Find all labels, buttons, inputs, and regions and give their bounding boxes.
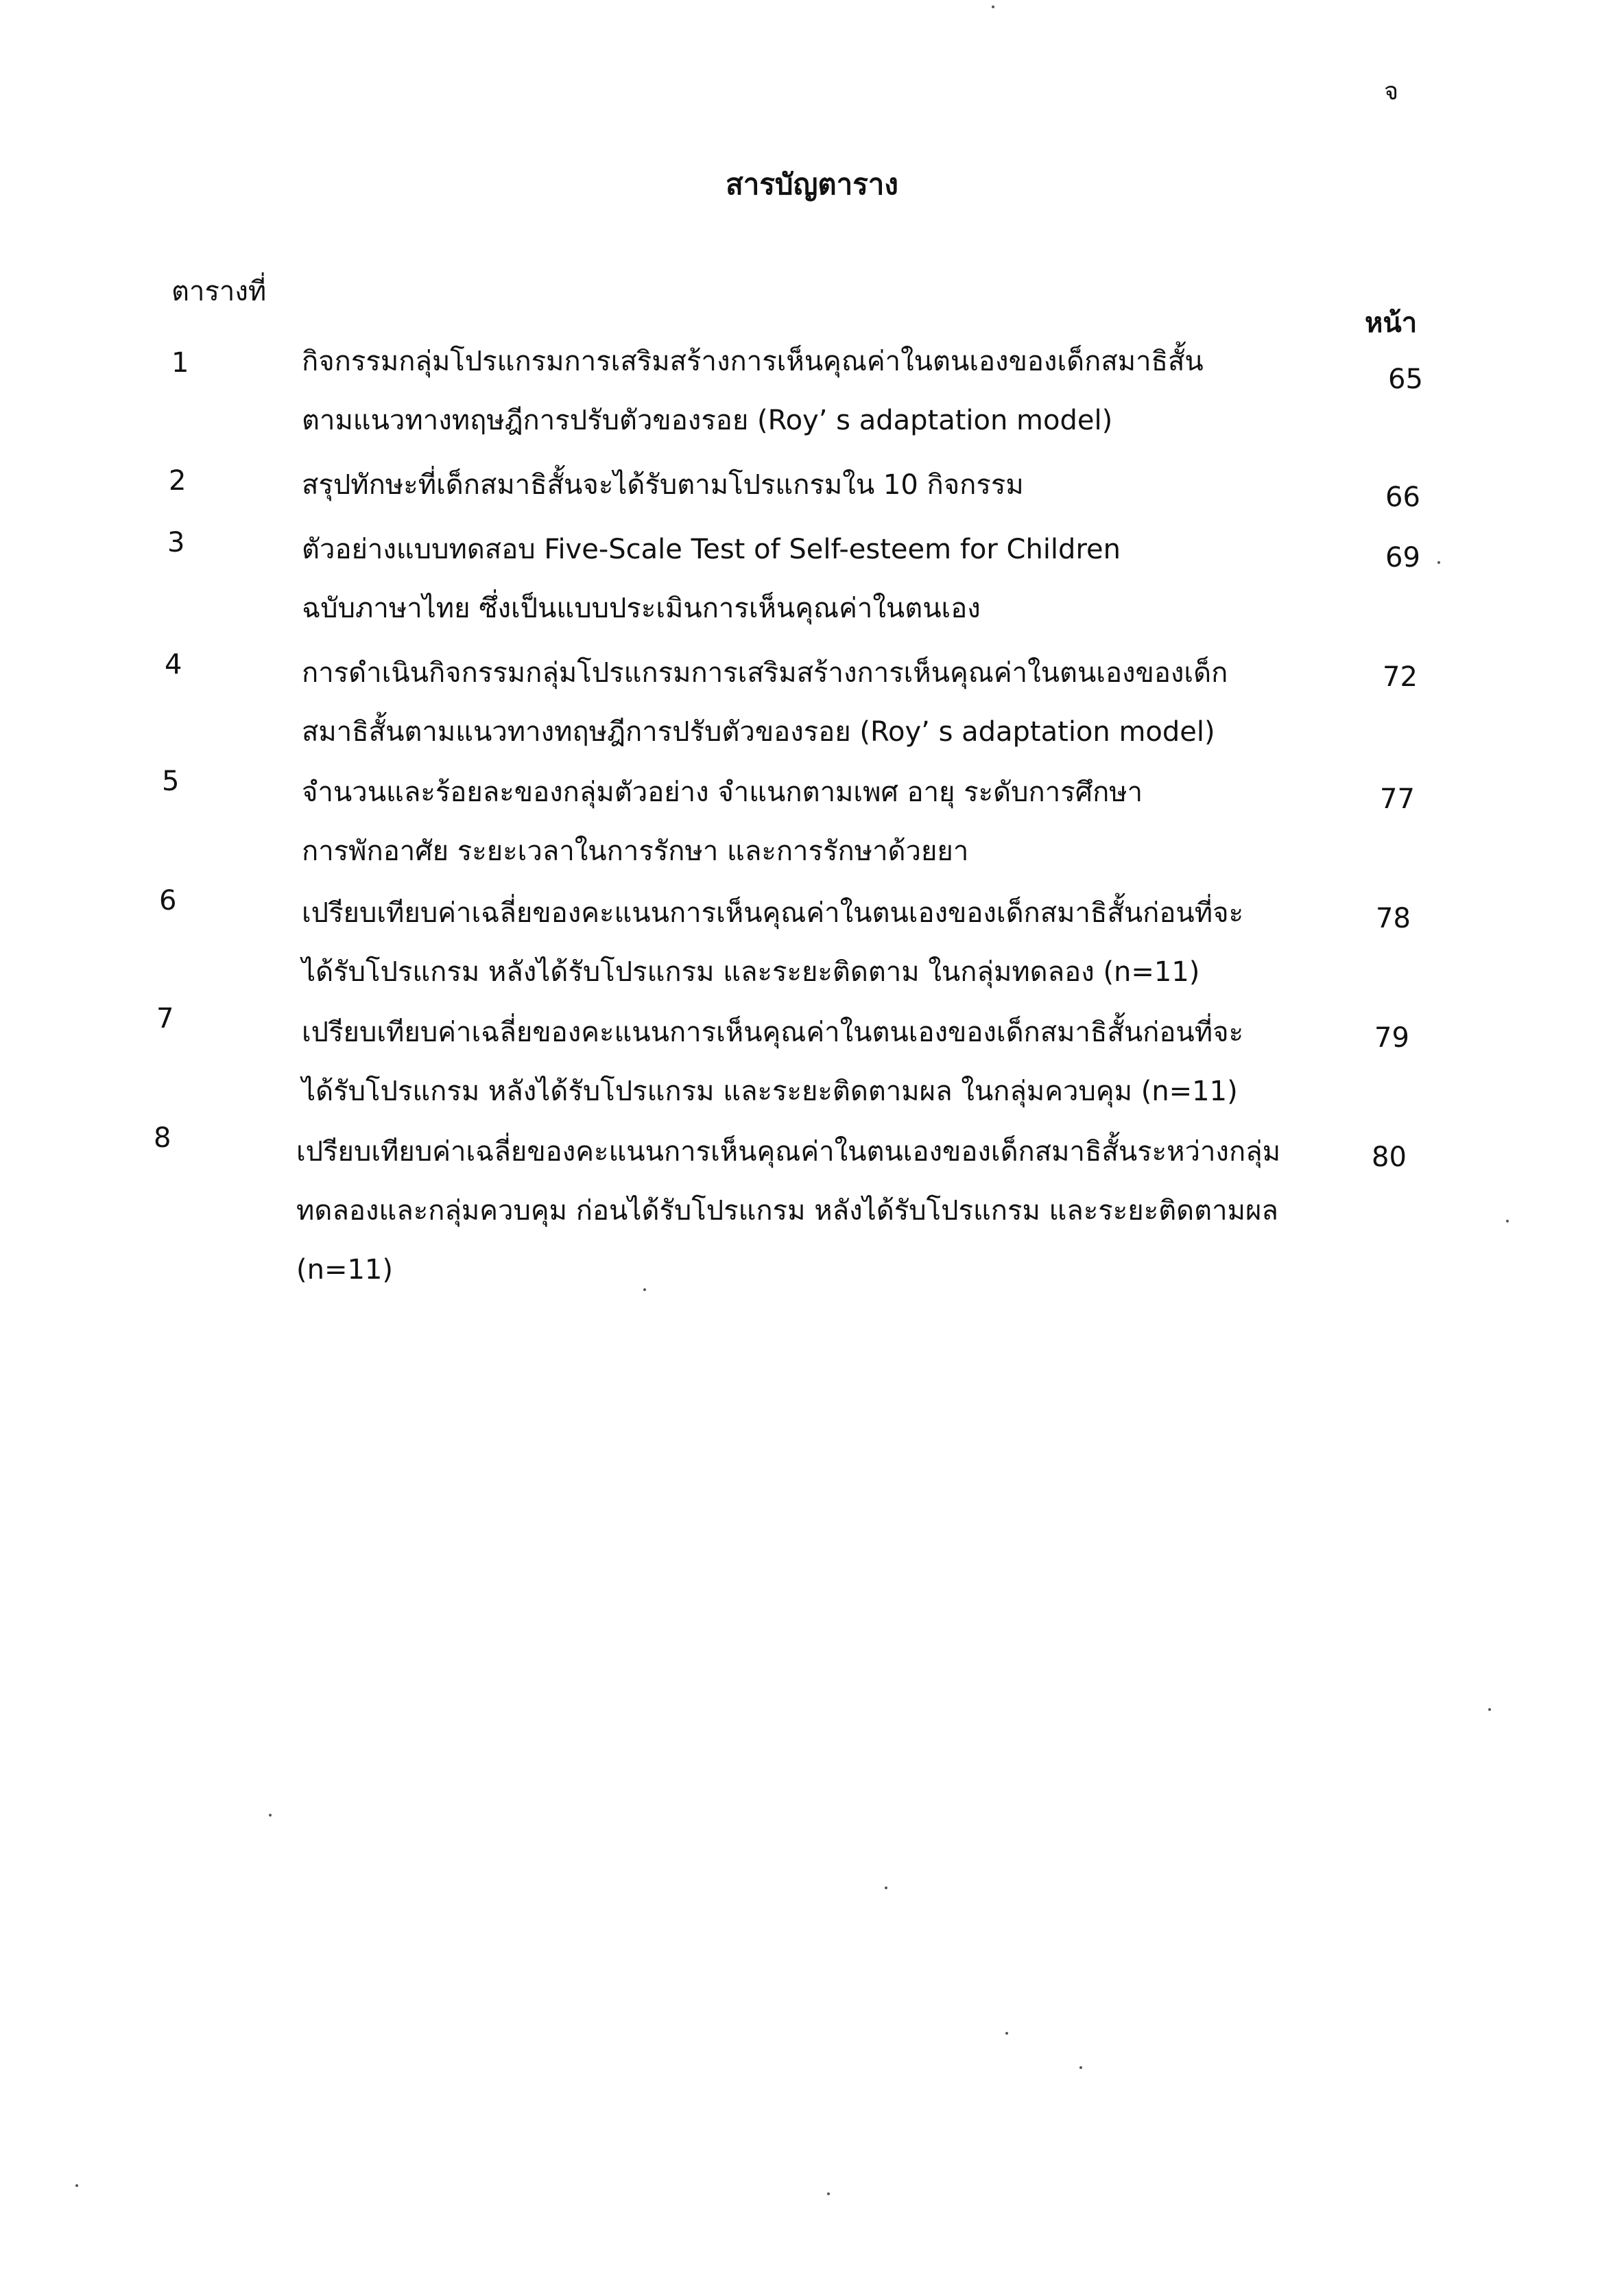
scan-speck <box>1506 1220 1509 1222</box>
entry-caption <box>302 763 1330 881</box>
scan-speck <box>75 2184 78 2187</box>
caption-line: ทดลองและกลุ่มควบคุม ก่อนได้รับโปรแกรม หลังได้รับโปรแกรม และระยะติดตามผล <box>296 1195 1278 1227</box>
entry-caption <box>302 884 1330 1002</box>
entry-caption <box>296 1122 1325 1299</box>
page-number: 80 <box>1372 1142 1407 1173</box>
entry-caption <box>302 332 1330 450</box>
page-title: สารบัญตาราง <box>726 167 898 201</box>
table-number: 5 <box>162 766 180 797</box>
column-header-page: หน้า <box>1365 307 1418 339</box>
caption-line: ได้รับโปรแกรม หลังได้รับโปรแกรม และระยะติดตามผล ในกลุ่มควบคุม (n=11) <box>302 1076 1238 1107</box>
table-number: 7 <box>156 1003 174 1034</box>
page-number: 69 <box>1385 542 1420 573</box>
entry-caption <box>302 520 1330 638</box>
page-number: 65 <box>1388 364 1423 395</box>
caption-line: จำนวนและร้อยละของกลุ่มตัวอย่าง จำแนกตามเพศ อายุ ระดับการศึกษา <box>302 777 1143 808</box>
table-number: 2 <box>169 465 187 497</box>
scan-speck <box>1005 2032 1008 2035</box>
caption-line: (n=11) <box>296 1254 393 1286</box>
column-header-table: ตารางที่ <box>171 276 267 307</box>
entry-caption <box>302 1003 1330 1121</box>
entry-caption <box>302 643 1330 761</box>
caption-line: เปรียบเทียบค่าเฉลี่ยของคะแนนการเห็นคุณค่าในตนเองของเด็กสมาธิสั้นระหว่างกลุ่ม <box>296 1136 1281 1168</box>
scan-speck <box>1437 561 1440 564</box>
caption-line: สรุปทักษะที่เด็กสมาธิสั้นจะได้รับตามโปรแกรมใน 10 กิจกรรม <box>302 469 1024 501</box>
page-number: 77 <box>1380 783 1415 815</box>
caption-line: การพักอาศัย ระยะเวลาในการรักษา และการรักษาด้วยยา <box>302 836 969 867</box>
page-marker: จ <box>1384 78 1399 106</box>
scan-speck <box>827 2192 830 2195</box>
page-number: 72 <box>1383 661 1418 693</box>
table-number: 4 <box>165 649 182 681</box>
caption-line: ตัวอย่างแบบทดสอบ Five-Scale Test of Self-esteem for Children <box>302 534 1121 565</box>
page-number: 78 <box>1376 903 1411 934</box>
caption-line: สมาธิสั้นตามแนวทางทฤษฎีการปรับตัวของรอย (Roy’ s adaptation model) <box>302 716 1215 748</box>
caption-line: เปรียบเทียบค่าเฉลี่ยของคะแนนการเห็นคุณค่าในตนเองของเด็กสมาธิสั้นก่อนที่จะ <box>302 897 1244 929</box>
table-number: 1 <box>171 347 189 379</box>
scan-speck <box>269 1814 272 1817</box>
caption-line: ตามแนวทางทฤษฎีการปรับตัวของรอย (Roy’ s adaptation model) <box>302 405 1113 436</box>
scan-speck <box>885 1886 887 1889</box>
caption-line: การดำเนินกิจกรรมกลุ่มโปรแกรมการเสริมสร้างการเห็นคุณค่าในตนเองของเด็ก <box>302 657 1228 689</box>
caption-line: ฉบับภาษาไทย ซึ่งเป็นแบบประเมินการเห็นคุณค่าในตนเอง <box>302 593 981 624</box>
table-number: 3 <box>167 527 185 558</box>
page-number: 66 <box>1385 482 1420 513</box>
scan-speck <box>1488 1708 1491 1711</box>
table-number: 8 <box>154 1122 171 1154</box>
entry-caption <box>302 456 1330 514</box>
caption-line: กิจกรรมกลุ่มโปรแกรมการเสริมสร้างการเห็นคุณค่าในตนเองของเด็กสมาธิสั้น <box>302 346 1204 377</box>
scan-speck <box>643 1288 646 1291</box>
caption-line: เปรียบเทียบค่าเฉลี่ยของคะแนนการเห็นคุณค่าในตนเองของเด็กสมาธิสั้นก่อนที่จะ <box>302 1017 1244 1048</box>
scan-speck <box>992 5 994 8</box>
table-number: 6 <box>159 885 177 916</box>
caption-line: ได้รับโปรแกรม หลังได้รับโปรแกรม และระยะติดตาม ในกลุ่มทดลอง (n=11) <box>302 956 1200 988</box>
page-number: 79 <box>1374 1022 1409 1054</box>
scan-speck <box>1079 2066 1082 2069</box>
